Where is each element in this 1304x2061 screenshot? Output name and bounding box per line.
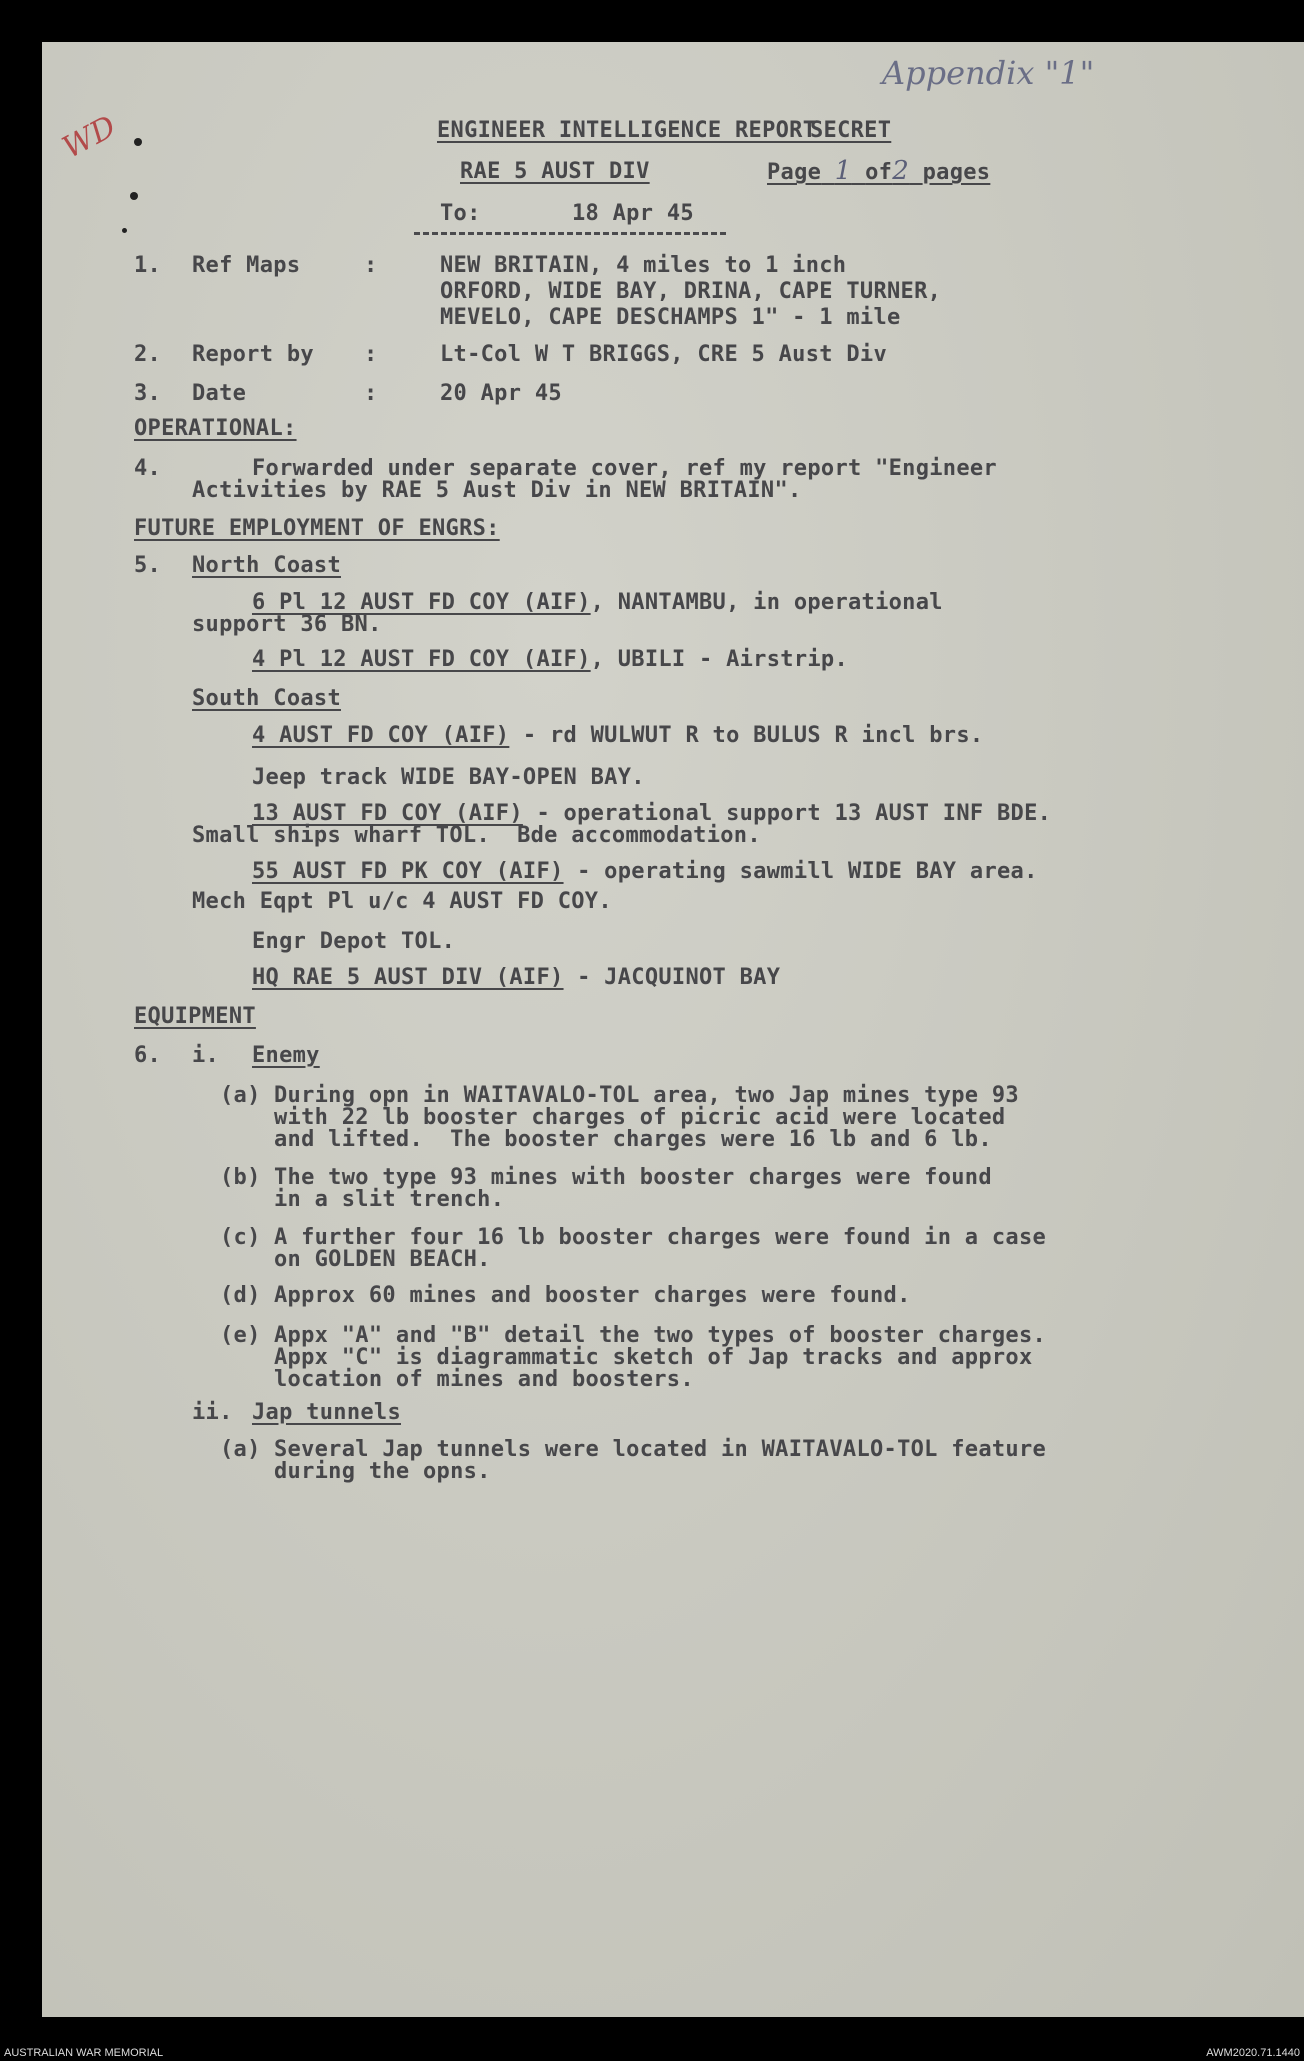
field-1-num: 1. [134, 253, 162, 278]
operational-heading: OPERATIONAL: [134, 416, 297, 441]
field-3-sep: : [364, 381, 378, 406]
south-item-5: Engr Depot TOL. [252, 929, 456, 954]
field-1-value-line-2: ORFORD, WIDE BAY, DRINA, CAPE TURNER, [440, 279, 942, 304]
tunnel-a-line-2: during the opns. [274, 1459, 491, 1484]
item-c-letter: (c) [220, 1225, 261, 1250]
north-coast-heading: North Coast [192, 553, 341, 578]
para-6-num: 6. [134, 1043, 162, 1068]
field-3-value: 20 Apr 45 [440, 381, 562, 406]
item-a-line-1: During opn in WAITAVALO-TOL area, two Jap mines type 93 [274, 1083, 1019, 1108]
to-label: To: [440, 201, 481, 226]
classification-label: SECRET [810, 118, 892, 143]
sub-i-num: i. [192, 1043, 220, 1068]
appendix-annotation: Appendix "1" [882, 54, 1095, 92]
field-2-label: Report by [192, 342, 314, 367]
equipment-heading: EQUIPMENT [134, 1004, 256, 1029]
field-1-label: Ref Maps [192, 253, 301, 278]
footer-right: AWM2020.71.1440 [1206, 2047, 1300, 2059]
item-e-line-1: Appx "A" and "B" detail the two types of booster charges. [274, 1323, 1047, 1348]
item-a-letter: (a) [220, 1083, 261, 1108]
field-3-label: Date [192, 381, 247, 406]
wd-annotation: WD [56, 109, 122, 166]
south-item-2: Jeep track WIDE BAY-OPEN BAY. [252, 765, 645, 790]
item-a-line-2: with 22 lb booster charges of picric acid were located [274, 1105, 1006, 1130]
item-e-letter: (e) [220, 1323, 261, 1348]
sub-ii-num: ii. [192, 1400, 233, 1425]
north-item-1-line-2: support 36 BN. [192, 612, 382, 637]
item-c-line-1: A further four 16 lb booster charges were found in a case [274, 1225, 1047, 1250]
north-item-2: 4 Pl 12 AUST FD COY (AIF), UBILI - Airstrip. [252, 647, 848, 672]
para-4-num: 4. [134, 456, 162, 481]
unit-title: RAE 5 AUST DIV [460, 159, 650, 184]
field-2-sep: : [364, 342, 378, 367]
field-2-num: 2. [134, 342, 162, 367]
field-3-num: 3. [134, 381, 162, 406]
south-item-4-line-2: Mech Eqpt Pl u/c 4 AUST FD COY. [192, 889, 612, 914]
item-b-line-1: The two type 93 mines with booster charges were found [274, 1165, 992, 1190]
south-item-3: 13 AUST FD COY (AIF) - operational support 13 AUST INF BDE. [252, 801, 1052, 826]
item-e-line-3: location of mines and boosters. [274, 1367, 694, 1392]
field-2-value: Lt-Col W T BRIGGS, CRE 5 Aust Div [440, 342, 887, 367]
jap-tunnels-heading: Jap tunnels [252, 1400, 401, 1425]
tunnel-a-line-1: Several Jap tunnels were located in WAITAVALO-TOL feature [274, 1437, 1047, 1462]
para-4-line-1: Forwarded under separate cover, ref my report "Engineer [252, 456, 997, 481]
item-c-line-2: on GOLDEN BEACH. [274, 1247, 491, 1272]
to-date: 18 Apr 45 [572, 201, 694, 226]
south-item-6: HQ RAE 5 AUST DIV (AIF) - JACQUINOT BAY [252, 965, 781, 990]
tunnel-a-letter: (a) [220, 1437, 261, 1462]
field-1-value-line-3: MEVELO, CAPE DESCHAMPS 1" - 1 mile [440, 305, 901, 330]
document-page [42, 42, 1304, 2017]
footer-left: AUSTRALIAN WAR MEMORIAL [4, 2047, 164, 2059]
header-rule [414, 232, 726, 235]
future-employment-heading: FUTURE EMPLOYMENT OF ENGRS: [134, 516, 500, 541]
south-coast-heading: South Coast [192, 686, 341, 711]
item-b-line-2: in a slit trench. [274, 1187, 505, 1212]
page-count: Page 1 of2 pages [767, 156, 991, 186]
enemy-heading: Enemy [252, 1043, 320, 1068]
south-item-4: 55 AUST FD PK COY (AIF) - operating sawmill WIDE BAY area. [252, 859, 1038, 884]
report-title: ENGINEER INTELLIGENCE REPORT [437, 118, 817, 143]
item-a-line-3: and lifted. The booster charges were 16 lb and 6 lb. [274, 1127, 992, 1152]
item-d-letter: (d) [220, 1283, 261, 1308]
south-item-1: 4 AUST FD COY (AIF) - rd WULWUT R to BULUS R incl brs. [252, 723, 984, 748]
north-item-1: 6 Pl 12 AUST FD COY (AIF), NANTAMBU, in operational [252, 590, 943, 615]
item-b-letter: (b) [220, 1165, 261, 1190]
south-item-3-line-2: Small ships wharf TOL. Bde accommodation. [192, 823, 761, 848]
para-4-line-2: Activities by RAE 5 Aust Div in NEW BRITAIN". [192, 478, 802, 503]
field-1-value-line-1: NEW BRITAIN, 4 miles to 1 inch [440, 253, 847, 278]
field-1-sep: : [364, 253, 378, 278]
item-d-line-1: Approx 60 mines and booster charges were found. [274, 1283, 911, 1308]
para-5-num: 5. [134, 553, 162, 578]
item-e-line-2: Appx "C" is diagrammatic sketch of Jap tracks and approx [274, 1345, 1033, 1370]
